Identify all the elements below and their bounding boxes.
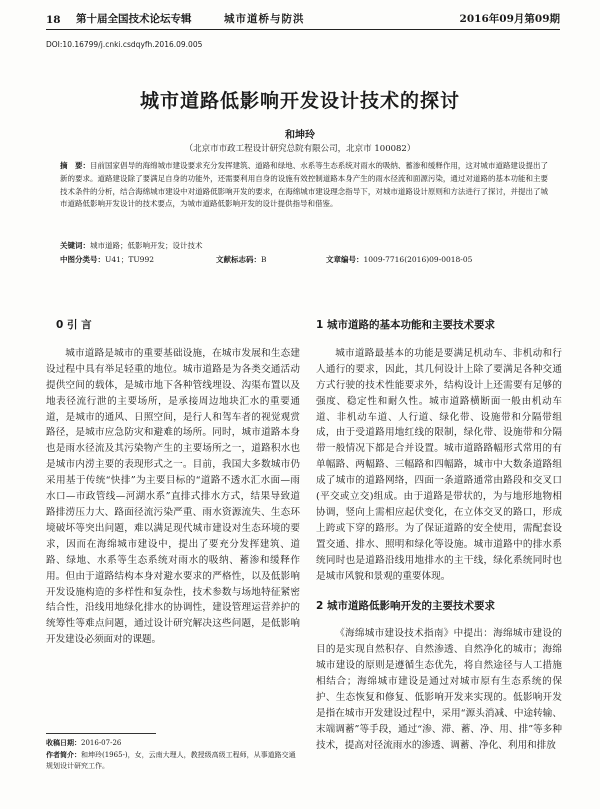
left-column bbox=[46, 318, 300, 648]
right-column bbox=[316, 318, 562, 754]
section-2-paragraph: 《海绵城市建设技术指南》中提出：海绵城市建设的目的是实现自然积存、自然渗透、自然净化的城市；海绵城市建设的原则是遵循生态优先，将自然途径与人工措施相结合；海绵城市建设是通过对城市原有生态系统的保护、生态恢复和修复、低影响开发来实现的。低影响开发是指在城市开发建设过程中，采用“源头消减、中途转输、末端调蓄”等手段，通过“渗、滞、蓄、净、用、排”等多种技术，提高对径流雨水的渗透、调蓄、净化、利用和排放 bbox=[316, 628, 562, 751]
received-label: 收稿日期： bbox=[46, 738, 81, 747]
page-number: 18 bbox=[46, 14, 61, 26]
keywords bbox=[60, 240, 548, 251]
running-header bbox=[46, 6, 560, 30]
doi: DOI:10.16799/j.cnki.csdqyfh.2016.09.005 bbox=[46, 40, 203, 49]
section-1-paragraph: 城市道路最基本的功能是要满足机动车、非机动和行人通行的要求，因此，其几何设计上除了要满足各种交通方式行驶的技术性能要求外，结构设计上还需要有足够的强度、稳定性和耐久性。城市道路横断面一般由机动车道、非机动车道、人行道、绿化带、设施带和分隔带组成，由于受道路用地红线的限制，绿化带、设施带和分隔带一般情况下都是合并设置。城市道路路幅形式常用的有单幅路、两幅路、三幅路和四幅路，城市中大数条道路组成了城市的道路网络，四面一条道路通常由路段和交叉口(平交或立交)组成。由于道路是带状的，为与地形地物相协调，竖向上需相应起伏变化，在立体交叉的路口，形成上跨或下穿的路形。为了保证道路的安全使用，需配套设置交通、排水、照明和绿化等设施。城市道路中的排水系统同时也是道路沿线用地排水的主干线，绿化系统同时也是城市风貌和景观的重要体现。 bbox=[316, 347, 562, 582]
doc-code: B bbox=[261, 255, 267, 264]
section-1-heading: 1 城市道路的基本功能和主要技术要求 bbox=[316, 319, 495, 331]
journal-column: 城市道桥与防洪 bbox=[224, 13, 305, 25]
conference-name: 第十届全国技术论坛专辑 bbox=[76, 13, 192, 25]
author: 和坤玲 bbox=[285, 130, 315, 141]
received-date-line bbox=[46, 737, 300, 749]
clc-label: 中图分类号： bbox=[60, 255, 105, 264]
affiliation: （北京市市政工程设计研究总院有限公司，北京市 100082） bbox=[184, 144, 416, 154]
article-number: 1009-7716(2016)09-0018-05 bbox=[363, 255, 473, 264]
abstract-text: 目前国家倡导的海绵城市建设要求充分发挥建筑、道路和绿地、水系等生态系统对雨水的吸纳、蓄渗和缓释作用，这对城市道路建设提出了新的要求。道路建设除了要满足自身的功能外，还需要利用自身的设施有效控制道路本身产生的雨水径流和面源污染，通过对道路的基本功能和主要技术条件的分析，结合海绵城市建设中对道路低影响开发的要求，在海绵城市建设理念指导下，对城市道路设计原则和方法进行了探讨，并提出了城市道路低影响开发设计的技术要点，为城市道路低影响开发的设计提供指导和借鉴。 bbox=[60, 161, 548, 209]
footnote-rule bbox=[46, 733, 156, 734]
classification-line bbox=[60, 254, 548, 265]
author-bio-line bbox=[46, 749, 300, 772]
intro-paragraph: 城市道路是城市的重要基础设施，在城市发展和生态建设过程中具有举足轻重的地位。城市道路是为各类交通活动提供空间的载体，是城市地下各种管线埋设、沟渠布置以及地表径流行泄的主要场所，是承接周边地块汇水的重要通道，是城市的通风、日照空间，是行人和驾车者的视觉观赏路径，是城市应急防灾和避难的场所。同时，城市道路本身也是雨水径流及其污染物产生的主要场所之一，道路积水也是城市内涝主要的表现形式之一。目前，我国大多数城市仍采用基于传统“快排”为主要目标的“道路不透水汇水面—雨水口—市政管线—河湖水系”直排式排水方式，结果导致道路排涝压力大、路面径流污染严重、雨水资源流失、生态环境破坏等突出问题，难以满足现代城市建设对生态环境的要求，因而在海绵城市建设中，提出了要充分发挥建筑、道路、绿地、水系等生态系统对雨水的吸纳、蓄渗和缓释作用。但由于道路结构本身对避水要求的严格性，以及低影响开发设施构造的多样性和复杂性，技术参数与场地特征紧密结合性，沿线用地绿化排水的协调性，建设管理运营养护的统筹性等难点问题，通过设计研究解决这些问题，是低影响开发建设必须面对的课题。 bbox=[46, 347, 300, 646]
keywords-text: 城市道路；低影响开发；设计技术 bbox=[90, 241, 203, 250]
author-bio: 和坤玲(1965-)，女，云南大理人，教授级高级工程师，从事道路交通规划设计研究工作。 bbox=[46, 751, 296, 770]
keywords-label: 关键词： bbox=[60, 241, 90, 250]
abstract bbox=[60, 160, 548, 211]
section-2-heading: 2 城市道路低影响开发的主要技术要求 bbox=[316, 599, 495, 612]
doc-code-label: 文献标志码： bbox=[216, 255, 261, 264]
abstract-label: 摘 要： bbox=[60, 161, 91, 170]
clc-number: U41；TU992 bbox=[105, 255, 155, 264]
received-date: 2016-07-26 bbox=[81, 739, 122, 747]
footnotes bbox=[46, 737, 300, 772]
intro-heading: 0 引 言 bbox=[56, 319, 92, 331]
paper-title: 城市道路低影响开发设计技术的探讨 bbox=[139, 90, 460, 112]
article-number-label: 文章编号： bbox=[326, 255, 364, 264]
issue-date: 2016年09月第09期 bbox=[459, 13, 560, 25]
author-bio-label: 作者简介： bbox=[46, 750, 81, 759]
